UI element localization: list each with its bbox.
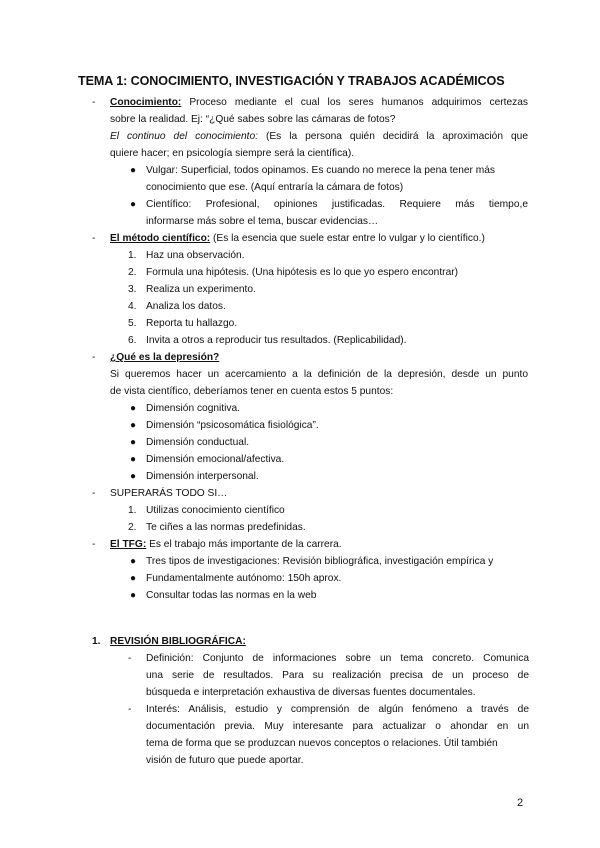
bullet-marker: ● (130, 471, 137, 482)
dimension-item: Dimensión “psicosomática fisiológica”. (146, 420, 319, 431)
depresion-line1: Si queremos hacer un acercamiento a la definición de la depresión, desde un punto (110, 369, 528, 380)
metodo-term: El método científico: (110, 233, 211, 244)
dash-marker: - (92, 488, 96, 499)
step-number: 3. (128, 284, 137, 295)
page-title: TEMA 1: CONOCIMIENTO, INVESTIGACIÓN Y TRABAJOS ACADÉMICOS (78, 74, 505, 88)
dash-marker: - (92, 233, 96, 244)
continuo-term: El continuo del conocimiento: (110, 131, 258, 142)
step-text: Haz una observación. (146, 250, 245, 261)
dimension-item: Dimensión conductual. (146, 437, 250, 448)
metodo-line (110, 230, 530, 247)
dash-marker: - (92, 97, 96, 108)
bullet-marker: ● (130, 420, 137, 431)
step-text: Invita a otros a reproducir tus resultados. (Replicabilidad). (146, 335, 407, 346)
vulgar-line1: Vulgar: Superficial, todos opinamos. Es cuando no merece la pena tener más (146, 165, 496, 176)
superaras-number: 2. (128, 522, 137, 533)
interes-line1: Interés: Análisis, estudio y comprensión de algún fenómeno a través de (146, 704, 529, 715)
tfg-item: Tres tipos de investigaciones: Revisión bibliográfica, investigación empírica y (146, 556, 494, 567)
bullet-marker: ● (130, 165, 137, 176)
interes-line2: documentación previa. Muy interesante para actualizar o ahondar en un (146, 721, 529, 732)
tfg-line (110, 536, 342, 553)
bullet-marker: ● (130, 437, 137, 448)
step-number: 4. (128, 301, 137, 312)
tfg-term: El TFG: (110, 539, 147, 550)
dash-marker: - (128, 653, 132, 664)
step-number: 5. (128, 318, 137, 329)
conocimiento-line1 (110, 94, 528, 111)
conocimiento-term: Conocimiento: (110, 97, 182, 108)
interes-line4: visión de futuro que puede aportar. (146, 755, 304, 766)
step-text: Reporta tu hallazgo. (146, 318, 238, 329)
continuo-line2: quiere hacer; en psicología siempre será la científica). (110, 148, 355, 159)
cientifico-line1: Científico: Profesional, opiniones justificadas. Requiere más tiempo,e (146, 199, 528, 210)
conocimiento-line2: sobre la realidad. Ej: “¿Qué sabes sobre las cámaras de fotos? (110, 114, 396, 125)
definicion-line1: Definición: Conjunto de informaciones sobre un tema concreto. Comunica (146, 653, 529, 664)
tfg-text: Es el trabajo más importante de la carrera. (149, 539, 342, 550)
dimension-item: Dimensión cognitiva. (146, 403, 240, 414)
superaras-heading: SUPERARÁS TODO SI… (110, 488, 228, 499)
depresion-line2: de vista científico, deberíamos tener en cuenta estos 5 puntos: (110, 386, 394, 397)
bullet-marker: ● (130, 573, 137, 584)
superaras-number: 1. (128, 505, 137, 516)
tfg-item: Consultar todas las normas en la web (146, 590, 317, 601)
step-number: 1. (128, 250, 137, 261)
metodo-text: (Es la esencia que suele estar entre lo vulgar y lo científico.) (213, 233, 485, 244)
continuo-text: (Es la persona quién decidirá la aproximación que (265, 131, 528, 142)
page-number: 2 (517, 797, 524, 809)
bullet-marker: ● (130, 590, 137, 601)
dimension-item: Dimensión emocional/afectiva. (146, 454, 285, 465)
revision-heading (110, 633, 246, 650)
vulgar-line2: conocimiento que ese. (Aquí entraría la cámara de fotos) (146, 182, 404, 193)
dash-marker: - (92, 539, 96, 550)
definicion-line2: una serie de resultados. Para su realización precisa de un proceso de (146, 670, 529, 681)
interes-line3: tema de forma que se produzcan nuevos conceptos o relaciones. Útil también (146, 738, 498, 749)
step-number: 2. (128, 267, 137, 278)
step-number: 6. (128, 335, 137, 346)
tfg-item: Fundamentalmente autónomo: 150h aprox. (146, 573, 342, 584)
bullet-marker: ● (130, 454, 137, 465)
dash-marker: - (128, 704, 132, 715)
superaras-item: Utilizas conocimiento científico (146, 505, 285, 516)
depresion-heading (110, 349, 219, 366)
conocimiento-text1: Proceso mediante el cual los seres humanos adquirimos certezas (189, 97, 528, 108)
revision-number: 1. (92, 636, 101, 647)
cientifico-line2: informarse más sobre el tema, buscar evidencias… (146, 216, 379, 227)
definicion-line3: búsqueda e interpretación exhaustiva de diversas fuentes documentales. (146, 687, 476, 698)
bullet-marker: ● (130, 556, 137, 567)
continuo-line (110, 128, 528, 145)
bullet-marker: ● (130, 199, 137, 210)
dimension-item: Dimensión interpersonal. (146, 471, 259, 482)
step-text: Formula una hipótesis. (Una hipótesis es lo que yo espero encontrar) (146, 267, 459, 278)
superaras-item: Te ciñes a las normas predefinidas. (146, 522, 306, 533)
bullet-marker: ● (130, 403, 137, 414)
step-text: Analiza los datos. (146, 301, 226, 312)
depresion-term: ¿Qué es la depresión? (110, 352, 220, 363)
dash-marker: - (92, 352, 96, 363)
revision-title: REVISIÓN BIBLIOGRÁFICA: (110, 636, 246, 647)
step-text: Realiza un experimento. (146, 284, 256, 295)
